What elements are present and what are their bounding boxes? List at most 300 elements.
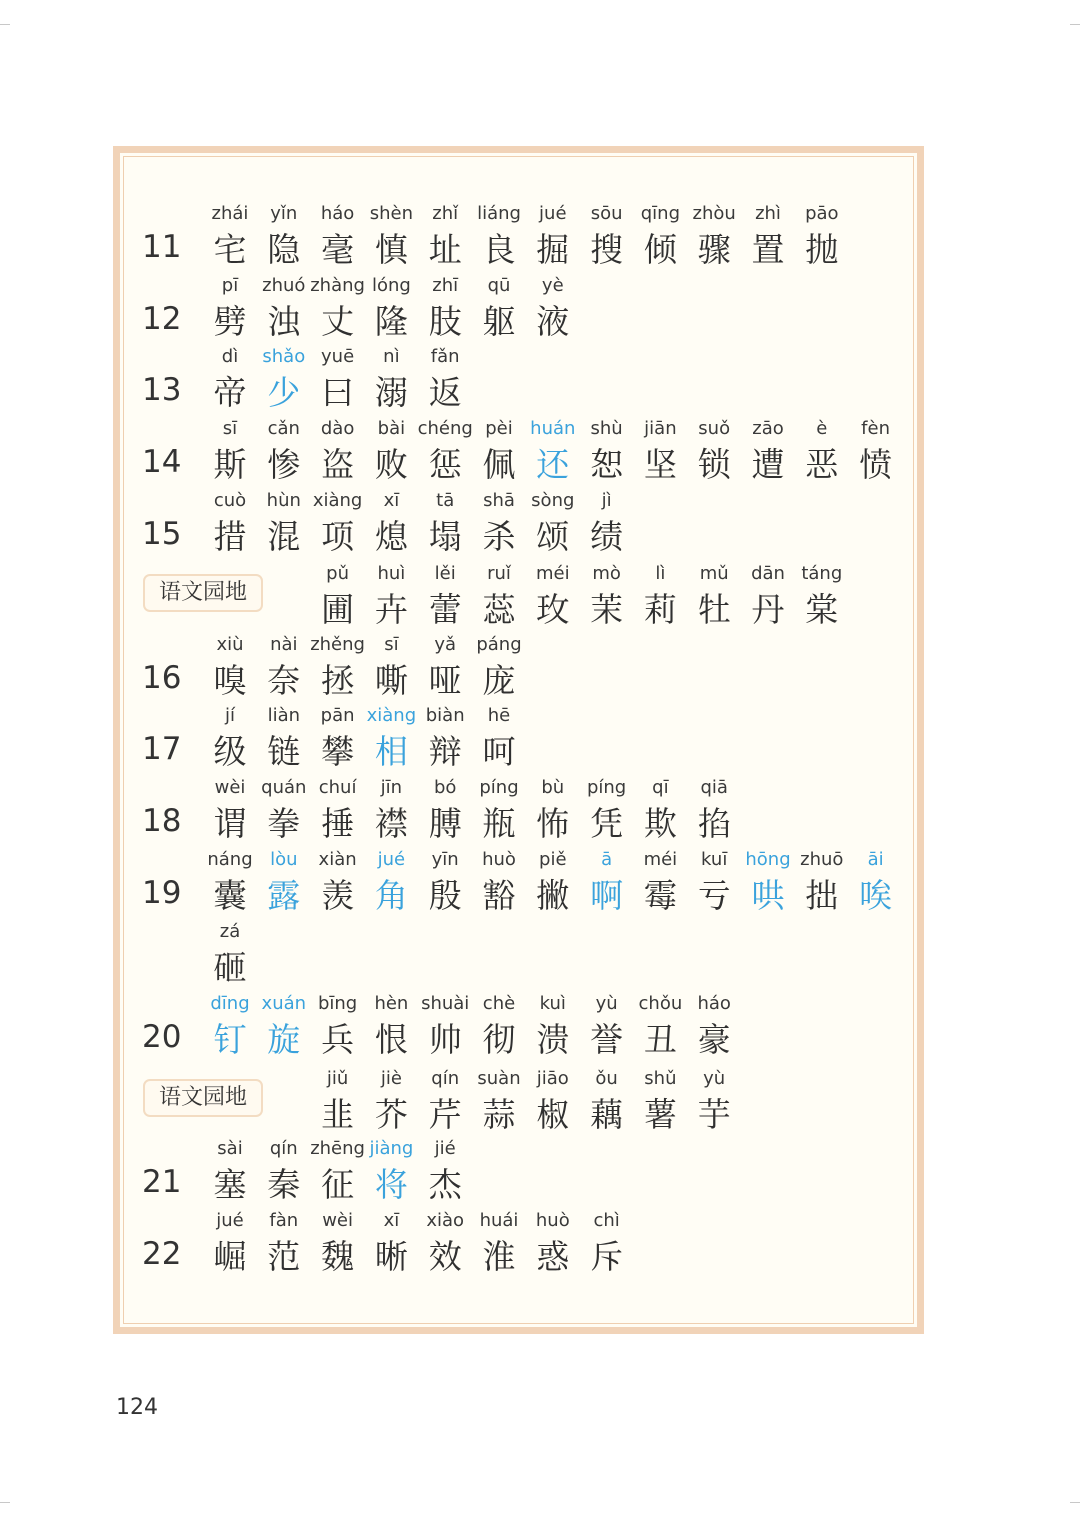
pinyin: háo (320, 203, 355, 224)
hanzi: 措 (213, 517, 247, 556)
pinyin: dān (751, 563, 785, 584)
character-cell (469, 490, 529, 557)
character-cell (415, 634, 475, 701)
pinyin: qī (652, 777, 669, 798)
pinyin: bài (377, 418, 406, 439)
pinyin: shù (590, 418, 623, 439)
hanzi: 殷 (428, 876, 462, 915)
pinyin: shǎo (262, 346, 306, 367)
hanzi: 毫 (321, 230, 355, 269)
pinyin: xī (383, 1210, 400, 1231)
character-cell (415, 993, 475, 1060)
character-cell (684, 777, 744, 844)
character-cell (200, 490, 260, 557)
pinyin: shuài (421, 993, 470, 1014)
lesson-row (0, 634, 1080, 706)
hanzi: 晰 (374, 1237, 408, 1276)
character-cell (415, 418, 475, 485)
character-cell (200, 777, 260, 844)
character-cell (738, 418, 798, 485)
lesson-number: 20 (142, 1019, 182, 1055)
hanzi: 盗 (321, 445, 355, 484)
pinyin: lěi (434, 563, 456, 584)
hanzi: 蒜 (482, 1095, 516, 1134)
pinyin: zhuó (262, 275, 306, 296)
lesson-row (0, 490, 1080, 562)
pinyin: dào (320, 418, 355, 439)
hanzi: 将 (374, 1165, 408, 1204)
character-cell (308, 563, 368, 630)
character-cell (415, 1138, 475, 1205)
hanzi: 坚 (643, 445, 677, 484)
pinyin: bīng (317, 993, 358, 1014)
hanzi: 丹 (751, 590, 785, 629)
pinyin: cuò (213, 490, 247, 511)
hanzi: 囊 (213, 876, 247, 915)
pinyin: xī (383, 490, 400, 511)
chinese-garden-badge: 语文园地 (143, 574, 263, 612)
character-cell (630, 777, 690, 844)
character-cell (684, 993, 744, 1060)
chinese-garden-badge: 语文园地 (143, 1079, 263, 1117)
character-cell (308, 705, 368, 772)
hanzi: 蕾 (428, 590, 462, 629)
pinyin: huì (377, 563, 406, 584)
hanzi: 置 (751, 230, 785, 269)
pinyin: xiàn (318, 849, 357, 870)
hanzi: 帅 (428, 1020, 462, 1059)
pinyin: xiàng (366, 705, 417, 726)
pinyin: huán (530, 418, 576, 439)
character-cell (469, 563, 529, 630)
pinyin: hùn (266, 490, 301, 511)
hanzi: 范 (267, 1237, 301, 1276)
lesson-row (0, 563, 1080, 635)
hanzi: 芹 (428, 1095, 462, 1134)
pinyin: náng (207, 849, 253, 870)
pinyin: hèn (374, 993, 409, 1014)
pinyin: zāo (752, 418, 784, 439)
character-cell (523, 490, 583, 557)
character-cell (361, 563, 421, 630)
character-cell (361, 490, 421, 557)
hanzi: 返 (428, 373, 462, 412)
character-cell (254, 1210, 314, 1277)
hanzi: 恶 (805, 445, 839, 484)
pinyin: páng (476, 634, 522, 655)
character-cell (308, 777, 368, 844)
hanzi: 谓 (213, 804, 247, 843)
pinyin: jiǔ (326, 1068, 349, 1089)
pinyin: zhuō (800, 849, 844, 870)
hanzi: 霉 (643, 876, 677, 915)
hanzi: 抛 (805, 230, 839, 269)
hanzi: 莉 (643, 590, 677, 629)
pinyin: jié (434, 1138, 456, 1159)
hanzi: 豁 (482, 876, 516, 915)
pinyin: āi (867, 849, 884, 870)
character-cell (577, 993, 637, 1060)
hanzi: 攀 (321, 732, 355, 771)
hanzi: 哄 (751, 876, 785, 915)
hanzi: 隆 (374, 302, 408, 341)
character-cell (630, 563, 690, 630)
character-cell (577, 563, 637, 630)
character-cell (200, 275, 260, 342)
pinyin: chuí (318, 777, 357, 798)
character-cell (308, 993, 368, 1060)
character-cell (684, 563, 744, 630)
pinyin: pāo (805, 203, 839, 224)
pinyin: nài (270, 634, 298, 655)
hanzi: 绩 (590, 517, 624, 556)
character-cell (308, 1138, 368, 1205)
hanzi: 棠 (805, 590, 839, 629)
lesson-row (0, 1068, 1080, 1140)
pinyin: jué (539, 203, 567, 224)
pinyin: kuì (539, 993, 566, 1014)
hanzi: 捶 (321, 804, 355, 843)
character-cell (308, 849, 368, 916)
hanzi: 掐 (697, 804, 731, 843)
hanzi: 劈 (213, 302, 247, 341)
hanzi: 旋 (267, 1020, 301, 1059)
hanzi: 倾 (643, 230, 677, 269)
character-cell (577, 490, 637, 557)
hanzi: 怖 (536, 804, 570, 843)
hanzi: 斯 (213, 445, 247, 484)
character-cell (361, 1210, 421, 1277)
character-cell (523, 849, 583, 916)
page-number: 124 (116, 1395, 158, 1420)
hanzi: 薯 (643, 1095, 677, 1134)
hanzi: 露 (267, 876, 301, 915)
lesson-number: 21 (142, 1164, 182, 1200)
hanzi: 拳 (267, 804, 301, 843)
hanzi: 愤 (859, 445, 893, 484)
hanzi: 欺 (643, 804, 677, 843)
pinyin: sī (384, 634, 399, 655)
character-cell (361, 1068, 421, 1135)
pinyin: liàn (267, 705, 301, 726)
character-cell (254, 275, 314, 342)
pinyin: jué (377, 849, 406, 870)
pinyin: dì (221, 346, 239, 367)
pinyin: lì (655, 563, 666, 584)
lesson-row (0, 777, 1080, 849)
hanzi: 塌 (428, 517, 462, 556)
pinyin: jīn (380, 777, 403, 798)
pinyin: jiāo (536, 1068, 569, 1089)
character-cell (738, 563, 798, 630)
character-cell (523, 777, 583, 844)
lesson-number: 18 (142, 803, 182, 839)
character-cell (200, 1210, 260, 1277)
pinyin: fèn (861, 418, 890, 439)
hanzi: 遭 (751, 445, 785, 484)
hanzi: 淮 (482, 1237, 516, 1276)
character-cell (415, 346, 475, 413)
pinyin: chéng (417, 418, 473, 439)
character-cell (361, 203, 421, 270)
character-cell (792, 203, 852, 270)
character-cell (469, 705, 529, 772)
hanzi: 豪 (697, 1020, 731, 1059)
polyphonic-character-cell (523, 418, 583, 485)
pinyin: ā (601, 849, 613, 870)
character-cell (577, 203, 637, 270)
hanzi: 塞 (213, 1165, 247, 1204)
lesson-row (0, 203, 1080, 275)
hanzi: 杰 (428, 1165, 462, 1204)
pinyin: jiān (644, 418, 677, 439)
character-cell (523, 275, 583, 342)
character-cell (523, 203, 583, 270)
character-cell (469, 275, 529, 342)
pinyin: táng (801, 563, 843, 584)
hanzi: 蕊 (482, 590, 516, 629)
pinyin: méi (643, 849, 678, 870)
lesson-number: 11 (142, 229, 182, 265)
pinyin: shèn (369, 203, 414, 224)
character-cell (577, 1068, 637, 1135)
hanzi: 砸 (213, 948, 247, 987)
pinyin: yuē (321, 346, 355, 367)
hanzi: 恕 (590, 445, 624, 484)
pinyin: qū (487, 275, 511, 296)
hanzi: 慎 (374, 230, 408, 269)
character-cell (415, 203, 475, 270)
pinyin: kuī (701, 849, 728, 870)
hanzi: 拯 (321, 661, 355, 700)
lesson-number: 14 (142, 444, 182, 480)
hanzi: 藕 (590, 1095, 624, 1134)
pinyin: yīn (431, 849, 459, 870)
character-cell (308, 418, 368, 485)
hanzi: 浊 (267, 302, 301, 341)
lesson-row (0, 1210, 1080, 1282)
pinyin: è (816, 418, 828, 439)
pinyin: xiàng (312, 490, 363, 511)
character-cell (361, 777, 421, 844)
character-cell (361, 418, 421, 485)
character-cell (577, 418, 637, 485)
pinyin: liáng (477, 203, 521, 224)
pinyin: lòu (270, 849, 298, 870)
hanzi: 羡 (321, 876, 355, 915)
pinyin: piě (539, 849, 567, 870)
character-cell (415, 849, 475, 916)
pinyin: wèi (322, 1210, 353, 1231)
character-cell (361, 634, 421, 701)
pinyin: suǒ (698, 418, 731, 439)
pinyin: zá (219, 921, 241, 942)
hanzi: 卉 (374, 590, 408, 629)
hanzi: 瓶 (482, 804, 516, 843)
hanzi: 曰 (321, 373, 355, 412)
character-cell (577, 1210, 637, 1277)
character-cell (308, 346, 368, 413)
lesson-number: 13 (142, 372, 182, 408)
hanzi: 佩 (482, 445, 516, 484)
character-cell (630, 849, 690, 916)
pinyin: hōng (745, 849, 791, 870)
character-cell (469, 993, 529, 1060)
hanzi: 啊 (590, 876, 624, 915)
character-cell (254, 777, 314, 844)
hanzi: 效 (428, 1237, 462, 1276)
hanzi: 肢 (428, 302, 462, 341)
hanzi: 熄 (374, 517, 408, 556)
pinyin: zhì (755, 203, 781, 224)
pinyin: jiàng (369, 1138, 414, 1159)
character-cell (308, 1210, 368, 1277)
character-cell (684, 849, 744, 916)
pinyin: sòng (531, 490, 575, 511)
hanzi: 溺 (374, 373, 408, 412)
pinyin: yǎ (434, 634, 457, 655)
character-cell (254, 490, 314, 557)
character-cell (792, 849, 852, 916)
character-cell (254, 418, 314, 485)
character-cell (415, 275, 475, 342)
pinyin: yǐn (270, 203, 298, 224)
pinyin: sōu (590, 203, 623, 224)
polyphonic-character-cell (254, 849, 314, 916)
hanzi: 丑 (643, 1020, 677, 1059)
character-cell (469, 418, 529, 485)
character-cell (523, 563, 583, 630)
pinyin: quán (261, 777, 307, 798)
character-cell (469, 1210, 529, 1277)
hanzi: 掘 (536, 230, 570, 269)
hanzi: 芥 (374, 1095, 408, 1134)
hanzi: 骤 (697, 230, 731, 269)
pinyin: zhǐ (432, 203, 459, 224)
pinyin: qín (431, 1068, 460, 1089)
hanzi: 帝 (213, 373, 247, 412)
pinyin: fàn (269, 1210, 299, 1231)
lesson-number: 22 (142, 1236, 182, 1272)
hanzi: 崛 (213, 1237, 247, 1276)
hanzi: 丈 (321, 302, 355, 341)
character-cell (308, 490, 368, 557)
character-cell (684, 203, 744, 270)
hanzi: 级 (213, 732, 247, 771)
polyphonic-character-cell (738, 849, 798, 916)
character-cell (254, 705, 314, 772)
hanzi: 膊 (428, 804, 462, 843)
pinyin: shǔ (644, 1068, 677, 1089)
character-cell (254, 203, 314, 270)
hanzi: 襟 (374, 804, 408, 843)
pinyin: chì (593, 1210, 620, 1231)
polyphonic-character-cell (361, 705, 421, 772)
pinyin: nì (383, 346, 400, 367)
character-cell (200, 1138, 260, 1205)
character-cell (523, 993, 583, 1060)
pinyin: chè (482, 993, 516, 1014)
pinyin: hē (487, 705, 511, 726)
hanzi: 惩 (428, 445, 462, 484)
pinyin: jué (216, 1210, 244, 1231)
lesson-number: 19 (142, 875, 182, 911)
hanzi: 凭 (590, 804, 624, 843)
pinyin: zhī (432, 275, 459, 296)
character-cell (846, 418, 906, 485)
character-cell (200, 203, 260, 270)
character-cell (415, 563, 475, 630)
pinyin: zhēng (310, 1138, 365, 1159)
pinyin: bù (541, 777, 565, 798)
character-cell (415, 1068, 475, 1135)
pinyin: yè (541, 275, 564, 296)
character-cell (415, 777, 475, 844)
hanzi: 茉 (590, 590, 624, 629)
pinyin: xiù (216, 634, 244, 655)
lesson-number: 12 (142, 301, 182, 337)
pinyin: wèi (214, 777, 246, 798)
hanzi: 惑 (536, 1237, 570, 1276)
pinyin: méi (535, 563, 570, 584)
polyphonic-character-cell (361, 1138, 421, 1205)
character-cell (308, 275, 368, 342)
character-cell (200, 849, 260, 916)
lesson-row (0, 993, 1080, 1065)
lesson-number: 17 (142, 731, 182, 767)
pinyin: xuán (261, 993, 307, 1014)
lesson-row (0, 275, 1080, 347)
hanzi: 魏 (321, 1237, 355, 1276)
pinyin: zhái (211, 203, 249, 224)
hanzi: 少 (267, 373, 301, 412)
pinyin: ruǐ (487, 563, 511, 584)
pinyin: xiào (426, 1210, 465, 1231)
character-cell (792, 418, 852, 485)
pinyin: tā (436, 490, 455, 511)
character-cell (254, 1138, 314, 1205)
character-cell (308, 203, 368, 270)
hanzi: 址 (428, 230, 462, 269)
character-cell (523, 1210, 583, 1277)
hanzi: 玫 (536, 590, 570, 629)
pinyin: píng (586, 777, 627, 798)
pinyin: pǔ (326, 563, 350, 584)
hanzi: 韭 (321, 1095, 355, 1134)
hanzi: 隐 (267, 230, 301, 269)
character-cell (630, 993, 690, 1060)
hanzi: 拙 (805, 876, 839, 915)
hanzi: 征 (321, 1165, 355, 1204)
pinyin: jì (601, 490, 612, 511)
character-cell (684, 418, 744, 485)
character-cell (200, 634, 260, 701)
pinyin: fǎn (430, 346, 460, 367)
polyphonic-character-cell (846, 849, 906, 916)
pinyin: yù (595, 993, 618, 1014)
pinyin: huái (479, 1210, 519, 1231)
pinyin: zhěng (310, 634, 365, 655)
pinyin: pèi (485, 418, 513, 439)
pinyin: mò (592, 563, 621, 584)
lesson-row (0, 705, 1080, 777)
pinyin: biàn (425, 705, 465, 726)
character-cell (200, 418, 260, 485)
character-cell (630, 418, 690, 485)
lesson-row (0, 921, 1080, 993)
hanzi: 败 (374, 445, 408, 484)
pinyin: dīng (210, 993, 250, 1014)
